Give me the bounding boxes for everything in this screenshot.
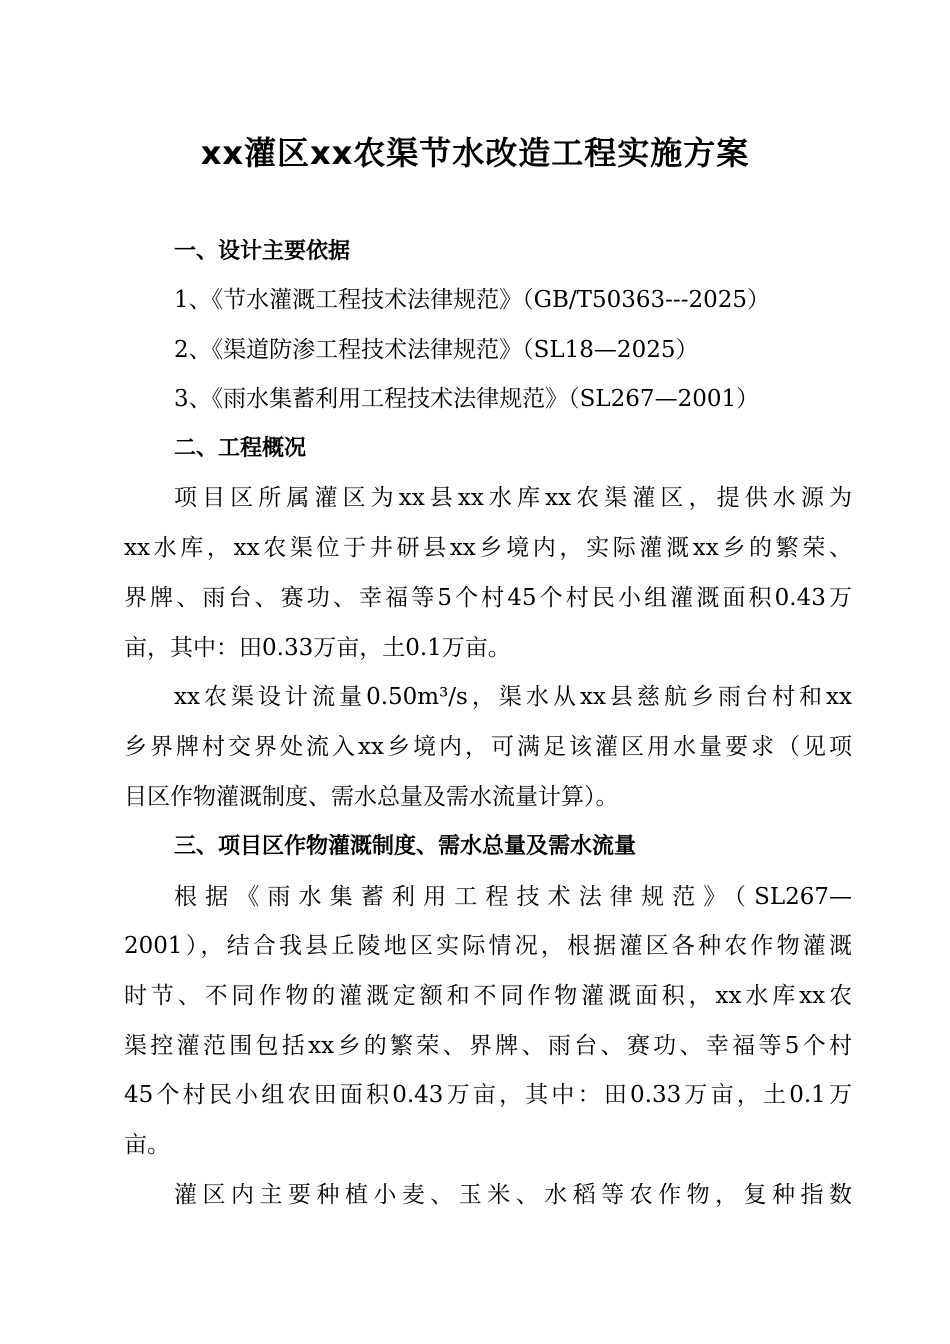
paragraph-line: 渠控灌范围包括xx乡的繁荣、界牌、雨台、赛功、幸福等5个村 [124,1033,852,1059]
paragraph-line: 灌区内主要种植小麦、玉米、水稻等农作物，复种指数 [174,1182,852,1208]
paragraph-line: 乡界牌村交界处流入xx乡境内，可满足该灌区用水量要求（见项 [124,734,852,760]
paragraph-line: xx农渠设计流量0.50m³/s，渠水从xx县慈航乡雨台村和xx [174,684,852,710]
paragraph-line: 45个村民小组农田面积0.43万亩，其中：田0.33万亩，土0.1万 [124,1082,852,1108]
section-heading-1: 一、设计主要依据 [174,239,351,264]
paragraph-line: 界牌、雨台、赛功、幸福等5个村45个村民小组灌溉面积0.43万 [124,585,852,611]
paragraph-line: 亩，其中：田0.33万亩，土0.1万亩。 [124,635,511,661]
paragraph-line: 时节、不同作物的灌溉定额和不同作物灌溉面积，xx水库xx农 [124,983,852,1009]
paragraph-line: 项目区所属灌区为xx县xx水库xx农渠灌区，提供水源为 [174,485,852,511]
reference-item-2: 2、《渠道防渗工程技术法律规范》（SL18—2025） [174,337,699,363]
paragraph-line: 目区作物灌溉制度、需水总量及需水流量计算）。 [124,784,619,810]
paragraph-line: 亩。 [124,1132,170,1158]
section-heading-2: 二、工程概况 [174,436,307,461]
paragraph-line: 2001），结合我县丘陵地区实际情况，根据灌区各种农作物灌溉 [124,933,852,959]
reference-item-1: 1、《节水灌溉工程技术法律规范》（GB/T50363---2025） [174,287,771,313]
paragraph-line: xx水库，xx农渠位于井研县xx乡境内，实际灌溉xx乡的繁荣、 [124,535,852,561]
paragraph-line: 根据《雨水集蓄利用工程技术法律规范》（SL267— [174,884,852,910]
section-heading-3: 三、项目区作物灌溉制度、需水总量及需水流量 [174,834,637,859]
document-title: xx灌区xx农渠节水改造工程实施方案 [200,134,750,172]
reference-item-3: 3、《雨水集蓄利用工程技术法律规范》（SL267—2001） [174,386,760,412]
